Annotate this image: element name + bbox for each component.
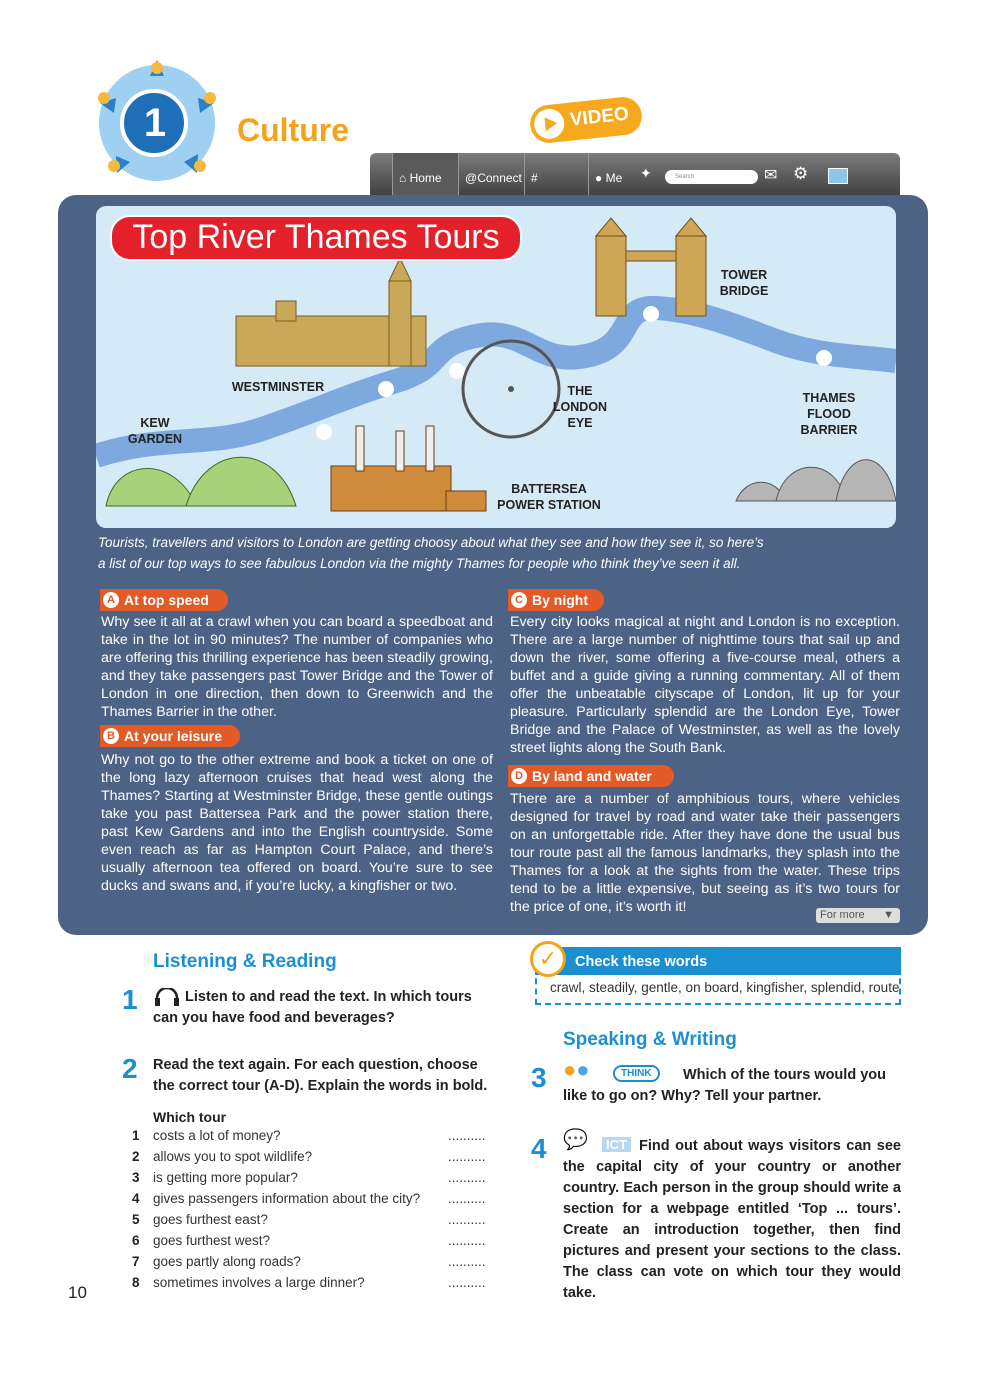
exercise-2-number: 2: [122, 1053, 138, 1084]
section-c-body: Every city looks magical at night and London is no exception. There are a large number of nighttime tours that sail up and down the river, some offering a five-course meal, others a buffet and a guide giving a running commentary. All of them offer the unbeatable cityscape of London, lit up for your pleasure. Particularly splendid are the London Eye, Tower Bridge and the Palace of Westminster, as well as the lovely street lights along the South Bank.: [510, 614, 900, 756]
pair-work-icon: ●●: [563, 1057, 590, 1082]
question-item: [128, 1128, 488, 1149]
answer-blank[interactable]: ..........: [448, 1212, 486, 1227]
speaking-heading: Speaking & Writing: [563, 1029, 737, 1050]
section-c-heading: [508, 589, 604, 611]
map-label-kew: KEW GARDEN: [127, 416, 183, 446]
video-button[interactable]: [528, 95, 643, 144]
question-text: goes furthest east?: [153, 1212, 268, 1227]
question-text: goes partly along roads?: [153, 1254, 301, 1269]
home-icon: ⌂: [399, 171, 407, 185]
question-item: [128, 1275, 488, 1296]
section-c-title: By night: [532, 592, 588, 608]
play-icon: [533, 107, 566, 140]
question-number: 7: [132, 1254, 140, 1269]
answer-blank[interactable]: ..........: [448, 1128, 486, 1143]
map-label-battersea: BATTERSEA POWER STATION: [497, 482, 601, 512]
answer-blank[interactable]: ..........: [448, 1191, 486, 1206]
which-tour-label: Which tour: [153, 1109, 227, 1125]
section-b-body: Why not go to the other extreme and book a ticket on one of the long lazy afternoon cruises that head west along the Thames? Starting at Westminster Bridge, these gentle outings take you past Battersea Park and the power station there, past Kew Gardens and into the English countryside. Some even reach as far as Hampton Court Palace, and there’s usually afternoon tea offered on board. You’re sure to see ducks and swans and, if you’re lucky, a kingfisher or two.: [101, 752, 493, 894]
nav-tab-discover[interactable]: [524, 153, 588, 199]
nav-me-label: Me: [605, 171, 623, 185]
answer-blank[interactable]: ..........: [448, 1170, 486, 1185]
nav-connect-label: Connect: [477, 171, 522, 185]
check-words-list: crawl, steadily, gentle, on board, kingfisher, splendid, route: [550, 980, 900, 995]
question-number: 1: [132, 1128, 140, 1143]
section-d-title: By land and water: [532, 768, 652, 784]
section-b-heading: [100, 725, 240, 747]
edit-icon[interactable]: [828, 168, 848, 184]
discussion-icon: 💬: [563, 1129, 588, 1151]
video-label: VIDEO: [568, 103, 630, 131]
map-label-london-eye: THE LONDON EYE: [552, 384, 608, 430]
intro-line-2: a list of our top ways to see fabulous London via the mighty Thames for people who think they’ve seen it all.: [98, 556, 741, 571]
map-label-flood-barrier: THAMES FLOOD BARRIER: [800, 391, 858, 437]
map-label-westminster: WESTMINSTER: [231, 380, 325, 394]
nav-tab-connect[interactable]: [458, 153, 524, 199]
gear-icon[interactable]: ⚙: [793, 164, 809, 183]
exercise-4-text: Find out about ways visitors can see the capital city of your country or another country. Each person in the group should write a section for a webpage entitled ‘Top ... tours’. Create an introduction together, then find pictures and present your sections to the class. The class can vote on which tour they would take.: [563, 1138, 901, 1301]
question-item: [128, 1170, 488, 1191]
intro-line-1: Tourists, travellers and visitors to London are getting choosy about what they see and how they see it, so here’s: [98, 535, 764, 550]
question-text: allows you to spot wildlife?: [153, 1149, 313, 1164]
question-number: 5: [132, 1212, 140, 1227]
question-item: [128, 1149, 488, 1170]
section-c-letter: C: [511, 592, 527, 608]
section-b-title: At your leisure: [124, 728, 223, 744]
exercise-3-number: 3: [531, 1062, 547, 1093]
question-number: 4: [132, 1191, 140, 1206]
bird-icon[interactable]: ✦: [640, 165, 652, 181]
exercise-3-text: Which of the tours would you like to go on? Why? Tell your partner.: [563, 1067, 886, 1104]
check-words-heading: Check these words: [535, 947, 901, 975]
search-input[interactable]: Search: [665, 170, 758, 184]
question-number: 2: [132, 1149, 140, 1164]
question-text: costs a lot of money?: [153, 1128, 281, 1143]
nav-home-label: Home: [409, 171, 442, 185]
mail-icon[interactable]: ✉: [764, 167, 778, 184]
question-text: goes furthest west?: [153, 1233, 271, 1248]
for-more-button[interactable]: [816, 908, 900, 923]
question-number: 6: [132, 1233, 140, 1248]
section-a-title: At top speed: [124, 592, 209, 608]
listening-heading: Listening & Reading: [153, 951, 337, 972]
for-more-label: For more: [820, 909, 865, 921]
checkmark-icon: ✓: [530, 941, 566, 977]
exercise-2-text: Read the text again. For each question, choose the correct tour (A-D). Explain the words in bold.: [153, 1057, 488, 1094]
browser-nav-bar: [370, 153, 900, 199]
question-text: sometimes involves a large dinner?: [153, 1275, 365, 1290]
article-title: Top River Thames Tours: [110, 215, 522, 261]
section-d-letter: D: [511, 768, 527, 784]
question-item: [128, 1212, 488, 1233]
answer-blank[interactable]: ..........: [448, 1149, 486, 1164]
question-item: [128, 1254, 488, 1275]
nav-tab-me[interactable]: [588, 153, 632, 199]
triangle-down-icon: ▼: [883, 909, 894, 921]
user-icon: ●: [595, 171, 603, 185]
answer-blank[interactable]: ..........: [448, 1275, 486, 1290]
question-number: 3: [132, 1170, 140, 1185]
question-text: gives passengers information about the city?: [153, 1191, 421, 1206]
unit-number: 1: [143, 101, 167, 145]
question-list: [128, 1128, 488, 1296]
answer-blank[interactable]: ..........: [448, 1233, 486, 1248]
ict-tag-label: ICT: [602, 1137, 631, 1152]
exercise-1-number: 1: [122, 984, 138, 1015]
answer-blank[interactable]: ..........: [448, 1254, 486, 1269]
question-number: 8: [132, 1275, 140, 1290]
section-d-heading: [508, 765, 674, 787]
unit-title: Culture: [237, 112, 349, 148]
question-text: is getting more popular?: [153, 1170, 298, 1185]
question-item: [128, 1233, 488, 1254]
hash-icon: #: [531, 171, 538, 185]
at-icon: @: [465, 171, 478, 185]
section-a-letter: A: [103, 592, 119, 608]
section-a-body: Why see it all at a crawl when you can board a speedboat and take in the lot in 90 minutes? The number of companies who are offering this thrilling experience has been steadily growing, and they take passengers past Tower Bridge and the Tower of London in one direction, then down to Greenwich and the Thames Barrier in the other.: [101, 614, 493, 720]
section-b-letter: B: [103, 728, 119, 744]
question-item: [128, 1191, 488, 1212]
map-label-tower-bridge: TOWER BRIDGE: [719, 268, 769, 298]
page-number: 10: [68, 1283, 87, 1302]
section-a-heading: [100, 589, 228, 611]
think-tag-label: THINK: [613, 1065, 660, 1082]
exercise-1-text: Listen to and read the text. In which tours can you have food and beverages?: [153, 989, 472, 1026]
nav-tab-home[interactable]: [392, 153, 458, 199]
exercise-4-number: 4: [531, 1133, 547, 1164]
section-d-body: There are a number of amphibious tours, where vehicles designed for travel by road and water take their passengers on an unforgettable ride. After they have done the usual bus tour route past all the famous landmarks, they splash into the Thames for a look at the sights from the water. These trips tend to be a little expensive, but seeing as it’s two tours for the price of one, it’s worth it!: [510, 791, 900, 915]
